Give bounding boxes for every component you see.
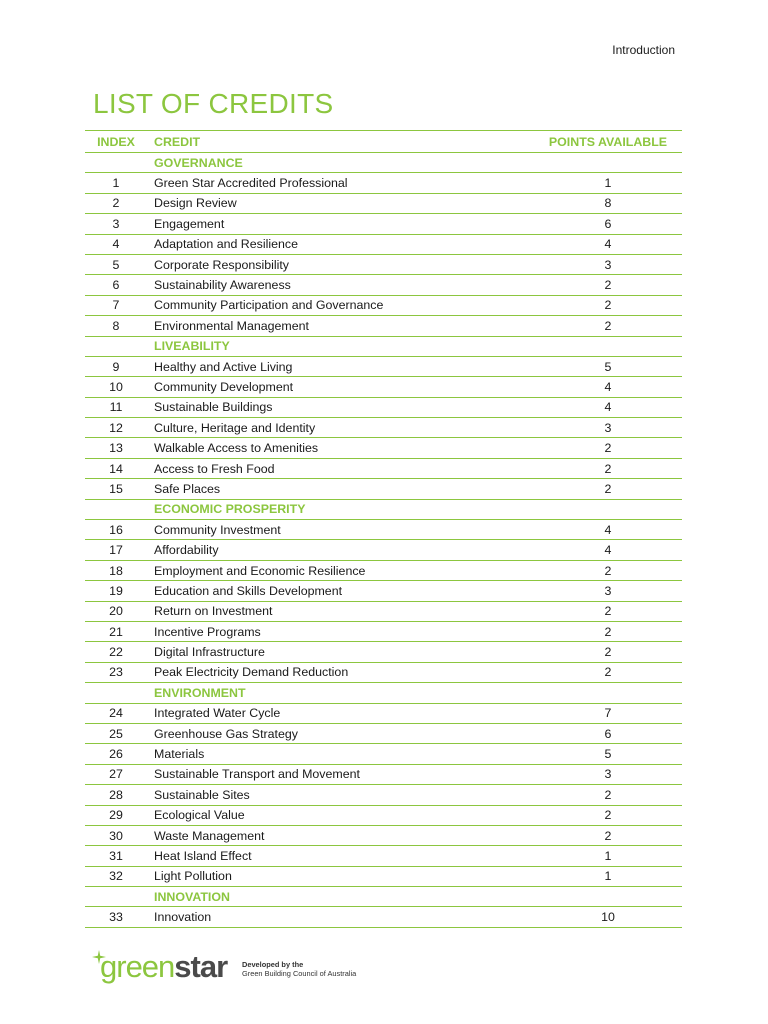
- row-index: 20: [85, 601, 147, 621]
- table-row: [85, 744, 682, 764]
- logo-green-text: green: [100, 949, 175, 984]
- table-row: [85, 866, 682, 886]
- table-row: [85, 642, 682, 662]
- row-points: 2: [534, 458, 682, 478]
- table-row: [85, 275, 682, 295]
- table-row: [85, 520, 682, 540]
- row-index: 2: [85, 193, 147, 213]
- row-credit: Materials: [147, 744, 534, 764]
- section-row: [85, 683, 682, 703]
- row-index: 32: [85, 866, 147, 886]
- row-credit: Engagement: [147, 214, 534, 234]
- row-credit: Heat Island Effect: [147, 846, 534, 866]
- row-points: 3: [534, 418, 682, 438]
- logo-star-text: star: [174, 949, 228, 984]
- row-index: 18: [85, 560, 147, 580]
- credits-table: [85, 130, 682, 928]
- row-credit: Sustainable Buildings: [147, 397, 534, 417]
- row-points: 2: [534, 825, 682, 845]
- row-index: 26: [85, 744, 147, 764]
- table-row: [85, 234, 682, 254]
- row-index: 5: [85, 254, 147, 274]
- row-points: 5: [534, 356, 682, 376]
- row-points: 2: [534, 785, 682, 805]
- row-points: 5: [534, 744, 682, 764]
- table-row: [85, 254, 682, 274]
- table-row: [85, 805, 682, 825]
- section-row: [85, 153, 682, 173]
- header-points: POINTS AVAILABLE: [534, 131, 682, 153]
- table-row: [85, 458, 682, 478]
- row-credit: Education and Skills Development: [147, 581, 534, 601]
- row-index: 3: [85, 214, 147, 234]
- row-points: 3: [534, 581, 682, 601]
- table-row: [85, 703, 682, 723]
- row-credit: Sustainable Sites: [147, 785, 534, 805]
- row-points: 1: [534, 173, 682, 193]
- row-points: [534, 336, 682, 356]
- section-title: LIVEABILITY: [147, 336, 534, 356]
- table-row: [85, 438, 682, 458]
- row-index: [85, 153, 147, 173]
- row-points: 3: [534, 254, 682, 274]
- row-points: 2: [534, 479, 682, 499]
- credits-body: [85, 153, 682, 928]
- row-credit: Design Review: [147, 193, 534, 213]
- row-index: 28: [85, 785, 147, 805]
- table-row: [85, 173, 682, 193]
- row-points: 10: [534, 907, 682, 927]
- developed-by-line2: Green Building Council of Australia: [242, 969, 357, 978]
- row-points: 2: [534, 295, 682, 315]
- row-points: 2: [534, 601, 682, 621]
- row-points: 4: [534, 540, 682, 560]
- greenstar-logo: [92, 948, 242, 988]
- row-points: 2: [534, 621, 682, 641]
- row-index: [85, 336, 147, 356]
- table-row: [85, 377, 682, 397]
- developed-by-line1: Developed by the: [242, 960, 304, 969]
- row-index: 19: [85, 581, 147, 601]
- row-index: 13: [85, 438, 147, 458]
- row-credit: Light Pollution: [147, 866, 534, 886]
- row-credit: Affordability: [147, 540, 534, 560]
- table-row: [85, 560, 682, 580]
- row-index: [85, 499, 147, 519]
- row-points: [534, 887, 682, 907]
- row-index: 29: [85, 805, 147, 825]
- row-index: 10: [85, 377, 147, 397]
- table-row: [85, 356, 682, 376]
- row-points: 4: [534, 377, 682, 397]
- table-row: [85, 662, 682, 682]
- row-index: 33: [85, 907, 147, 927]
- row-credit: Return on Investment: [147, 601, 534, 621]
- row-points: 1: [534, 846, 682, 866]
- row-points: 3: [534, 764, 682, 784]
- row-index: [85, 683, 147, 703]
- row-index: 31: [85, 846, 147, 866]
- row-points: 4: [534, 397, 682, 417]
- row-credit: Environmental Management: [147, 316, 534, 336]
- developed-by: [242, 960, 356, 978]
- row-points: [534, 153, 682, 173]
- section-title: ENVIRONMENT: [147, 683, 534, 703]
- row-points: 6: [534, 723, 682, 743]
- row-credit: Walkable Access to Amenities: [147, 438, 534, 458]
- row-points: 2: [534, 438, 682, 458]
- table-row: [85, 397, 682, 417]
- row-points: 2: [534, 642, 682, 662]
- section-title: GOVERNANCE: [147, 153, 534, 173]
- row-index: 24: [85, 703, 147, 723]
- row-credit: Safe Places: [147, 479, 534, 499]
- row-index: 25: [85, 723, 147, 743]
- section-row: [85, 887, 682, 907]
- row-points: 8: [534, 193, 682, 213]
- row-credit: Community Development: [147, 377, 534, 397]
- table-row: [85, 785, 682, 805]
- row-credit: Sustainable Transport and Movement: [147, 764, 534, 784]
- row-points: [534, 499, 682, 519]
- section-row: [85, 499, 682, 519]
- logo-wordmark: [100, 950, 227, 984]
- row-credit: Culture, Heritage and Identity: [147, 418, 534, 438]
- row-credit: Sustainability Awareness: [147, 275, 534, 295]
- table-row: [85, 621, 682, 641]
- table-row: [85, 540, 682, 560]
- page-title: LIST OF CREDITS: [93, 88, 334, 119]
- row-points: 2: [534, 805, 682, 825]
- row-credit: Integrated Water Cycle: [147, 703, 534, 723]
- row-credit: Green Star Accredited Professional: [147, 173, 534, 193]
- row-points: 4: [534, 234, 682, 254]
- table-row: [85, 601, 682, 621]
- row-credit: Peak Electricity Demand Reduction: [147, 662, 534, 682]
- row-points: 4: [534, 520, 682, 540]
- row-credit: Employment and Economic Resilience: [147, 560, 534, 580]
- row-credit: Community Investment: [147, 520, 534, 540]
- row-credit: Waste Management: [147, 825, 534, 845]
- row-points: [534, 683, 682, 703]
- section-header: Introduction: [612, 43, 675, 57]
- table-header-row: [85, 131, 682, 153]
- table-row: [85, 479, 682, 499]
- header-index: INDEX: [85, 131, 147, 153]
- table-row: [85, 193, 682, 213]
- row-index: 23: [85, 662, 147, 682]
- table-row: [85, 907, 682, 927]
- table-row: [85, 846, 682, 866]
- row-index: 8: [85, 316, 147, 336]
- table-row: [85, 581, 682, 601]
- row-points: 2: [534, 275, 682, 295]
- row-index: 21: [85, 621, 147, 641]
- row-credit: Innovation: [147, 907, 534, 927]
- row-points: 1: [534, 866, 682, 886]
- row-index: 6: [85, 275, 147, 295]
- header-credit: CREDIT: [147, 131, 534, 153]
- row-index: 9: [85, 356, 147, 376]
- row-index: 17: [85, 540, 147, 560]
- row-credit: Adaptation and Resilience: [147, 234, 534, 254]
- row-index: 16: [85, 520, 147, 540]
- row-credit: Access to Fresh Food: [147, 458, 534, 478]
- row-credit: Greenhouse Gas Strategy: [147, 723, 534, 743]
- table-row: [85, 295, 682, 315]
- section-title: INNOVATION: [147, 887, 534, 907]
- row-index: 14: [85, 458, 147, 478]
- row-credit: Corporate Responsibility: [147, 254, 534, 274]
- row-index: 15: [85, 479, 147, 499]
- row-credit: Community Participation and Governance: [147, 295, 534, 315]
- row-index: 7: [85, 295, 147, 315]
- section-row: [85, 336, 682, 356]
- row-index: 12: [85, 418, 147, 438]
- row-index: 4: [85, 234, 147, 254]
- row-index: 1: [85, 173, 147, 193]
- row-index: [85, 887, 147, 907]
- row-points: 2: [534, 662, 682, 682]
- table-row: [85, 723, 682, 743]
- row-index: 27: [85, 764, 147, 784]
- section-title: ECONOMIC PROSPERITY: [147, 499, 534, 519]
- row-credit: Digital Infrastructure: [147, 642, 534, 662]
- row-index: 22: [85, 642, 147, 662]
- row-credit: Incentive Programs: [147, 621, 534, 641]
- footer: [92, 948, 392, 988]
- row-points: 2: [534, 316, 682, 336]
- table-row: [85, 214, 682, 234]
- row-index: 11: [85, 397, 147, 417]
- table-row: [85, 316, 682, 336]
- row-credit: Healthy and Active Living: [147, 356, 534, 376]
- row-index: 30: [85, 825, 147, 845]
- table-row: [85, 764, 682, 784]
- row-points: 2: [534, 560, 682, 580]
- row-points: 6: [534, 214, 682, 234]
- row-credit: Ecological Value: [147, 805, 534, 825]
- row-points: 7: [534, 703, 682, 723]
- table-row: [85, 825, 682, 845]
- table-row: [85, 418, 682, 438]
